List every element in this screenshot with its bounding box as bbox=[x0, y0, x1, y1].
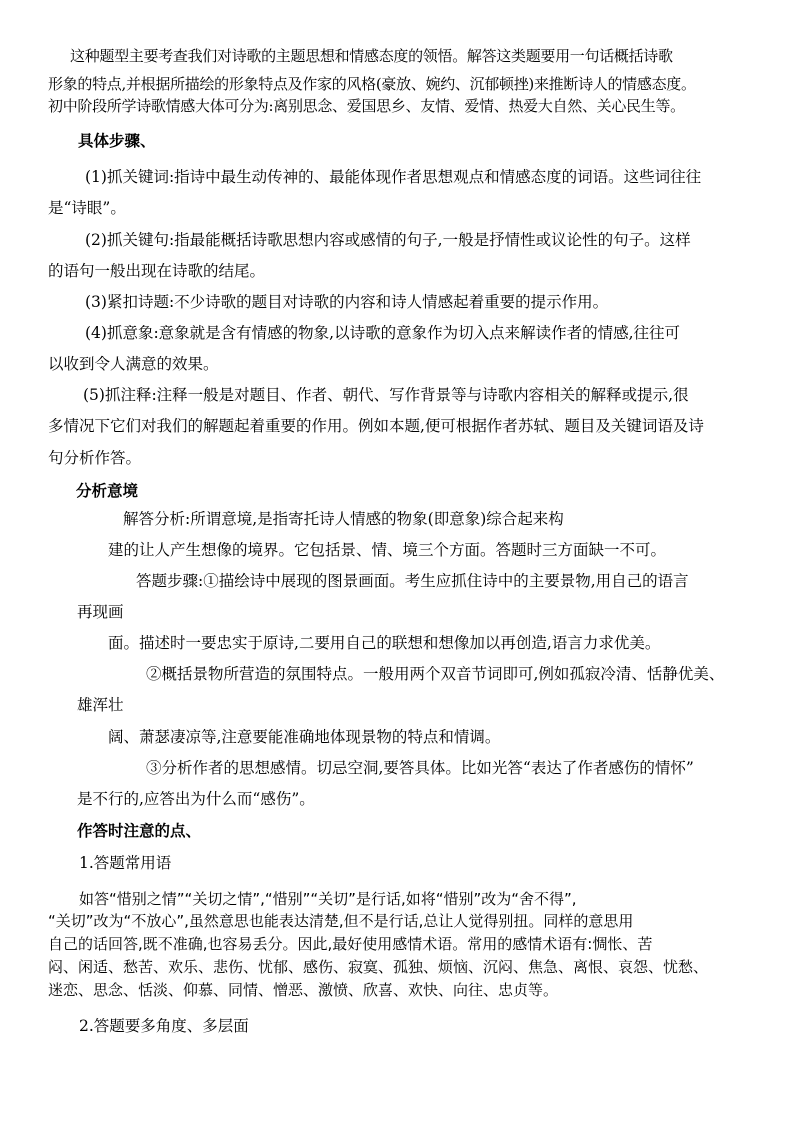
notes-paragraph-line-3: 自己的话回答,既不准确,也容易丢分。因此,最好使用感情术语。常用的感情术语有:惆怅、苦 bbox=[48, 935, 653, 953]
step-2-line-1: (2)抓关键句:指最能概括诗歌思想内容或感情的句子,一般是抒情性或议论性的句子。这样 bbox=[85, 231, 691, 249]
notes-paragraph-line-4: 闷、闲适、愁苦、欢乐、悲伤、忧郁、感伤、寂寞、孤独、烦恼、沉闷、焦急、离恨、哀怨、忧愁、 bbox=[48, 958, 709, 976]
notes-subheading-1: 1.答题常用语 bbox=[79, 854, 172, 872]
yijing-analysis-line-2: 建的让人产生想像的境界。它包括景、情、境三个方面。答题时三方面缺一不可。 bbox=[108, 541, 667, 559]
intro-line-3: 初中阶段所学诗歌情感大体可分为:离别思念、爱国思乡、友情、爱情、热爱大自然、关心民生等。 bbox=[48, 97, 685, 115]
yijing-step-1-line-3: 面。描述时一要忠实于原诗,二要用自己的联想和想像加以再创造,语言力求优美。 bbox=[108, 634, 661, 652]
yijing-step-2-line-1: ②概括景物所营造的氛围特点。一般用两个双音节词即可,例如孤寂冷清、恬静优美、 bbox=[146, 665, 725, 683]
step-1-line-2: 是“诗眼”。 bbox=[48, 199, 126, 217]
step-2-line-2: 的语句一般出现在诗歌的结尾。 bbox=[48, 262, 266, 280]
notes-heading: 作答时注意的点、 bbox=[77, 821, 202, 840]
notes-subheading-2: 2.答题要多角度、多层面 bbox=[79, 1017, 249, 1035]
step-4-line-1: (4)抓意象:意象就是含有情感的物象,以诗歌的意象作为切入点来解读作者的情感,往往可 bbox=[85, 324, 681, 342]
step-5-line-1: (5)抓注释:注释一般是对题目、作者、朝代、写作背景等与诗歌内容相关的解释或提示,很 bbox=[83, 386, 689, 404]
yijing-analysis-line-1: 解答分析:所谓意境,是指寄托诗人情感的物象(即意象)综合起来构 bbox=[123, 510, 564, 528]
notes-paragraph-line-2: “关切”改为“不放心”,虽然意思也能表达清楚,但不是行话,总让人觉得别扭。同样的意思用 bbox=[48, 912, 634, 930]
yijing-step-1-line-1: 答题步骤:①描绘诗中展现的图景画面。考生应抓住诗中的主要景物,用自己的语言 bbox=[136, 572, 689, 590]
yijing-step-3-line-1: ③分析作者的思想感情。切忌空洞,要答具体。比如光答“表达了作者感伤的情怀” bbox=[146, 759, 694, 777]
yijing-step-2-line-3: 阔、萧瑟凄凉等,注意要能准确地体现景物的特点和情调。 bbox=[108, 728, 501, 746]
step-3: (3)紧扣诗题:不少诗歌的题目对诗歌的内容和诗人情感起着重要的提示作用。 bbox=[85, 293, 609, 311]
notes-paragraph-line-1: 如答“惜别之情”“关切之情”,“惜别”“关切”是行话,如将“惜别”改为“舍不得”, bbox=[79, 890, 577, 908]
step-1-line-1: (1)抓关键词:指诗中最生动传神的、最能体现作者思想观点和情感态度的词语。这些词往往 bbox=[85, 168, 702, 186]
yijing-step-1-line-2: 再现画 bbox=[77, 603, 124, 621]
intro-line-1: 这种题型主要考查我们对诗歌的主题思想和情感态度的领悟。解答这类题要用一句话概括诗歌 bbox=[70, 47, 673, 65]
notes-paragraph-line-5: 迷恋、思念、恬淡、仰慕、同情、憎恶、激愤、欣喜、欢快、向往、忠贞等。 bbox=[48, 981, 559, 999]
steps-heading: 具体步骤、 bbox=[78, 131, 156, 150]
intro-line-2: 形象的特点,并根据所描绘的形象特点及作家的风格(豪放、婉约、沉郁顿挫)来推断诗人的情感态度。 bbox=[48, 75, 696, 93]
step-5-line-3: 句分析作答。 bbox=[48, 449, 142, 467]
yijing-heading: 分析意境 bbox=[76, 481, 139, 500]
yijing-step-2-line-2: 雄浑壮 bbox=[77, 696, 124, 714]
step-5-line-2: 多情况下它们对我们的解题起着重要的作用。例如本题,便可根据作者苏轼、题目及关键词语及诗 bbox=[48, 417, 704, 435]
yijing-step-3-line-2: 是不行的,应答出为什么而“感伤”。 bbox=[77, 790, 315, 808]
step-4-line-2: 以收到令人满意的效果。 bbox=[48, 355, 219, 373]
